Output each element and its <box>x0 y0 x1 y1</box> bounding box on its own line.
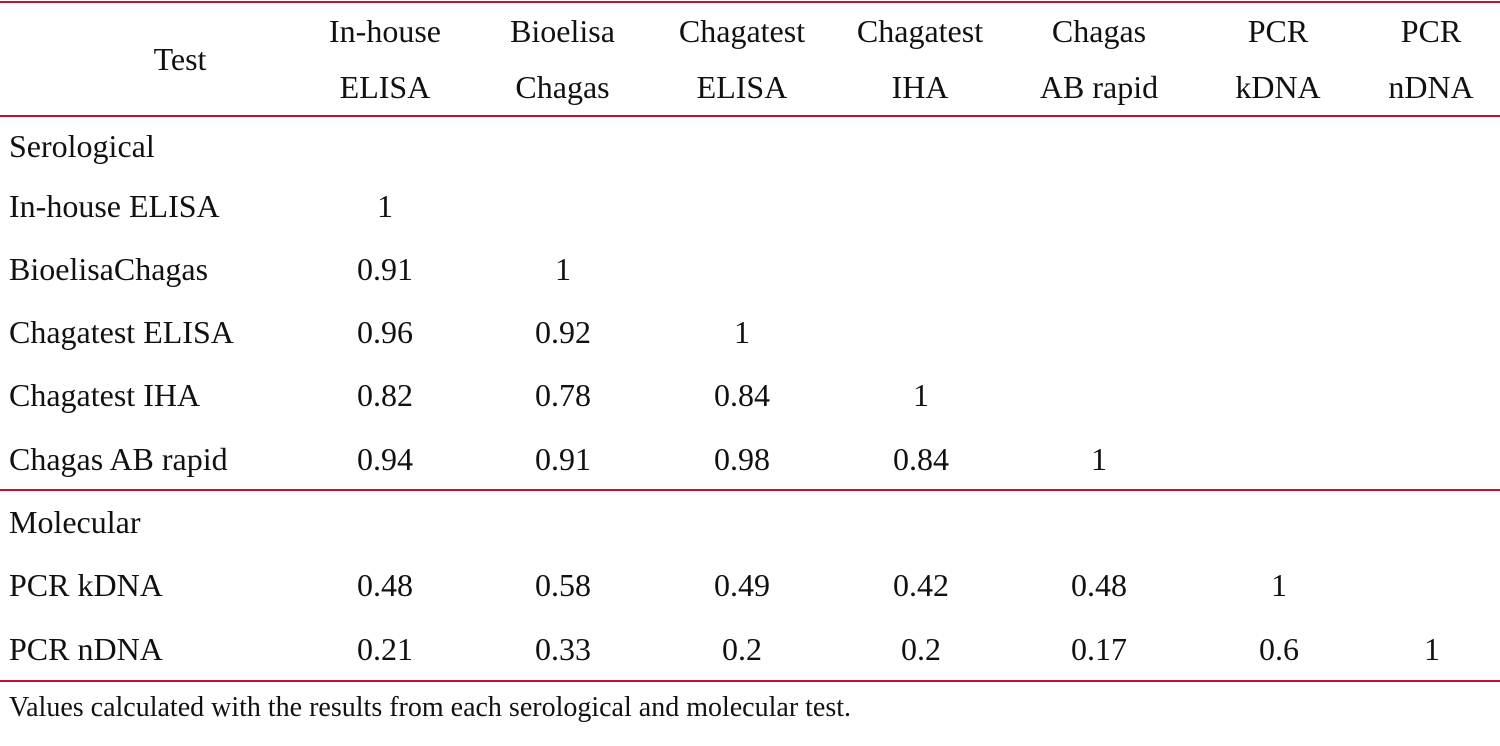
header-line1: PCR <box>1247 13 1309 49</box>
table-cell: 0.84 <box>893 441 949 477</box>
table-cell: 0.17 <box>1071 631 1127 667</box>
header-col-chagatest-elisa <box>658 4 826 114</box>
section-divider-rule <box>0 489 1500 491</box>
header-rule <box>0 115 1500 117</box>
table-cell: 0.6 <box>1259 631 1299 667</box>
table-cell: 0.42 <box>893 567 949 603</box>
header-col-chagas-ab-rapid <box>1015 4 1183 114</box>
table-cell: 0.96 <box>357 314 413 350</box>
header-col-chagatest-iha <box>836 4 1004 114</box>
row-label: BioelisaChagas <box>9 251 209 287</box>
row-label: Chagatest IHA <box>9 377 201 413</box>
header-test-label: Test <box>153 41 207 77</box>
table-cell: 1 <box>913 377 929 413</box>
header-line1: Chagas <box>1051 13 1147 49</box>
bottom-rule <box>0 680 1500 682</box>
table-cell: 0.91 <box>357 251 413 287</box>
table-cell: 0.48 <box>357 567 413 603</box>
table-cell: 1 <box>377 188 393 224</box>
header-test <box>100 4 260 114</box>
table-cell: 0.21 <box>357 631 413 667</box>
table-footnote: Values calculated with the results from each serological and molecular test. <box>9 692 852 723</box>
header-line1: Bioelisa <box>510 13 615 49</box>
header-col-bioelisa-chagas <box>480 4 645 114</box>
table-cell: 0.2 <box>722 631 762 667</box>
header-line1: Chagatest <box>678 13 806 49</box>
header-line2: AB rapid <box>1039 69 1159 105</box>
table-cell: 1 <box>555 251 571 287</box>
header-line2: ELISA <box>339 69 431 105</box>
table-cell: 0.82 <box>357 377 413 413</box>
row-label: Chagatest ELISA <box>9 314 234 350</box>
header-line1: Chagatest <box>856 13 984 49</box>
header-col-inhouse-elisa <box>300 4 470 114</box>
section-serological: Serological <box>9 128 155 164</box>
table-cell: 0.78 <box>535 377 591 413</box>
table-cell: 0.2 <box>901 631 941 667</box>
table-cell: 0.33 <box>535 631 591 667</box>
header-line2: Chagas <box>515 69 610 105</box>
table-cell: 0.58 <box>535 567 591 603</box>
header-line1: PCR <box>1400 13 1462 49</box>
table-cell: 1 <box>1091 441 1107 477</box>
table-cell: 1 <box>734 314 750 350</box>
header-line1: In-house <box>329 13 441 49</box>
table-cell: 0.49 <box>714 567 770 603</box>
header-line2: IHA <box>891 69 949 105</box>
row-label: PCR nDNA <box>9 631 163 667</box>
header-line2: ELISA <box>696 69 788 105</box>
table-cell: 0.94 <box>357 441 413 477</box>
table-cell: 1 <box>1271 567 1287 603</box>
table-cell: 0.92 <box>535 314 591 350</box>
header-col-pcr-ndna <box>1366 4 1496 114</box>
table-cell: 0.91 <box>535 441 591 477</box>
table-cell: 1 <box>1424 631 1440 667</box>
table-cell: 0.98 <box>714 441 770 477</box>
header-line2: nDNA <box>1388 69 1474 105</box>
row-label: PCR kDNA <box>9 567 163 603</box>
row-label: Chagas AB rapid <box>9 441 228 477</box>
table-cell: 0.84 <box>714 377 770 413</box>
row-label: In-house ELISA <box>9 188 220 224</box>
table-cell: 0.48 <box>1071 567 1127 603</box>
header-line2: kDNA <box>1235 69 1321 105</box>
header-col-pcr-kdna <box>1200 4 1356 114</box>
section-molecular: Molecular <box>9 504 141 540</box>
